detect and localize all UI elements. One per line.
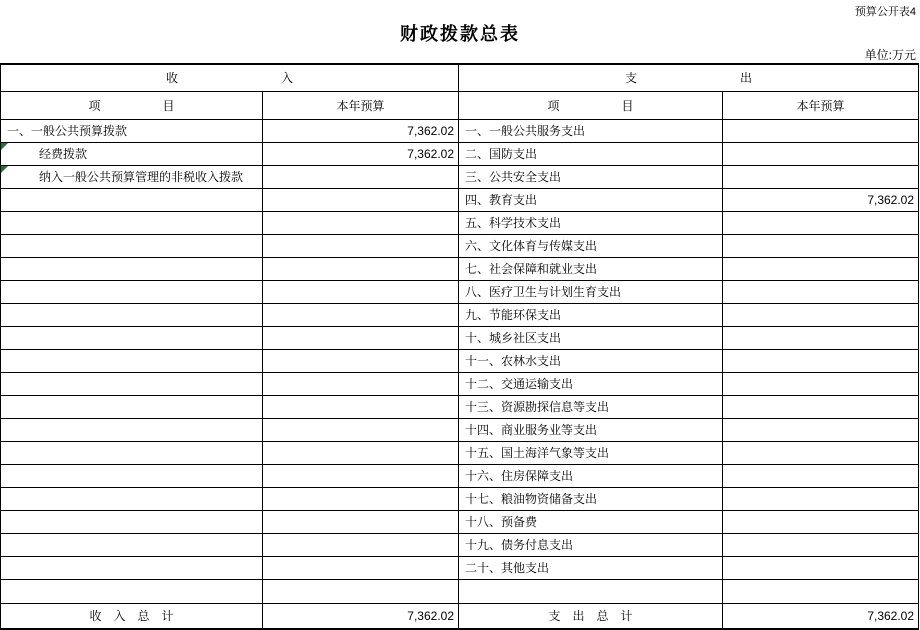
section-header-row (1, 64, 919, 91)
expense-item-cell: 十八、预备费 (459, 510, 723, 533)
income-item-cell (1, 326, 263, 349)
income-value-cell (263, 303, 459, 326)
page-title: 财政拨款总表 (400, 24, 520, 44)
table-row (1, 234, 919, 257)
income-value-cell (263, 464, 459, 487)
income-value-cell (263, 349, 459, 372)
income-section-label: 收入 (166, 71, 397, 86)
expense-section-label: 支出 (625, 71, 856, 86)
table-row (1, 303, 919, 326)
expense-item-cell: 十二、交通运输支出 (459, 372, 723, 395)
expense-item-cell: 十、城乡社区支出 (459, 326, 723, 349)
expense-value-cell (723, 441, 919, 464)
table-row (1, 119, 919, 142)
income-section-header (1, 64, 459, 91)
income-item-cell (1, 303, 263, 326)
expense-value-cell: 7,362.02 (723, 188, 919, 211)
income-value-cell (263, 280, 459, 303)
income-item-cell (1, 418, 263, 441)
income-item-cell: 一、一般公共预算拨款 (1, 119, 263, 142)
expense-item-cell: 十五、国土海洋气象等支出 (459, 441, 723, 464)
expense-item-cell: 二、国防支出 (459, 142, 723, 165)
expense-value-cell (723, 165, 919, 188)
expense-total-value-cell: 7,362.02 (723, 603, 919, 629)
income-item-cell (1, 372, 263, 395)
table-row (1, 165, 919, 188)
expense-item-column-header: 项目 (459, 91, 723, 119)
income-item-cell (1, 441, 263, 464)
table-row (1, 464, 919, 487)
expense-value-cell (723, 395, 919, 418)
income-item-cell (1, 533, 263, 556)
expense-value-cell (723, 280, 919, 303)
income-budget-column-header: 本年预算 (263, 91, 459, 119)
table-row (1, 418, 919, 441)
table-row (1, 579, 919, 603)
expense-item-cell: 六、文化体育与传媒支出 (459, 234, 723, 257)
expense-item-cell: 四、教育支出 (459, 188, 723, 211)
expense-value-cell (723, 533, 919, 556)
expense-value-cell (723, 257, 919, 280)
table-row (1, 257, 919, 280)
income-item-cell (1, 257, 263, 280)
income-item-cell (1, 556, 263, 579)
expense-value-cell (723, 464, 919, 487)
income-item-cell (1, 487, 263, 510)
income-item-cell (1, 464, 263, 487)
income-item-cell: 经费拨款 (1, 142, 263, 165)
income-item-cell (1, 234, 263, 257)
table-row (1, 556, 919, 579)
income-total-value-cell: 7,362.02 (263, 603, 459, 629)
income-value-cell (263, 188, 459, 211)
table-row (1, 533, 919, 556)
expense-item-cell: 二十、其他支出 (459, 556, 723, 579)
expense-value-cell (723, 510, 919, 533)
table-row (1, 326, 919, 349)
unit-label: 单位:万元 (864, 48, 916, 62)
income-value-cell (263, 418, 459, 441)
expense-item-cell: 九、节能环保支出 (459, 303, 723, 326)
income-value-cell (263, 257, 459, 280)
income-value-cell (263, 533, 459, 556)
table-row (1, 280, 919, 303)
income-item-cell: 纳入一般公共预算管理的非税收入拨款 (1, 165, 263, 188)
expense-value-cell (723, 487, 919, 510)
expense-total-label-cell: 支出总计 (459, 603, 723, 629)
income-value-cell (263, 395, 459, 418)
income-value-cell (263, 211, 459, 234)
income-value-cell: 7,362.02 (263, 119, 459, 142)
expense-value-cell (723, 326, 919, 349)
income-value-cell (263, 372, 459, 395)
table-row (1, 487, 919, 510)
income-item-column-header: 项目 (1, 91, 263, 119)
expense-value-cell (723, 372, 919, 395)
expense-value-cell (723, 418, 919, 441)
income-item-cell (1, 211, 263, 234)
expense-item-cell: 五、科学技术支出 (459, 211, 723, 234)
income-item-cell (1, 188, 263, 211)
income-total-label-cell: 收入总计 (1, 603, 263, 629)
expense-value-cell (723, 556, 919, 579)
income-item-cell (1, 579, 263, 603)
expense-item-cell: 七、社会保障和就业支出 (459, 257, 723, 280)
expense-budget-column-header: 本年预算 (723, 91, 919, 119)
expense-value-cell (723, 303, 919, 326)
doc-label: 预算公开表4 (854, 6, 916, 18)
table-row (1, 441, 919, 464)
expense-value-cell (723, 211, 919, 234)
table-row (1, 142, 919, 165)
income-value-cell (263, 579, 459, 603)
income-value-cell (263, 487, 459, 510)
expense-value-cell (723, 119, 919, 142)
income-value-cell: 7,362.02 (263, 142, 459, 165)
expense-value-cell (723, 349, 919, 372)
cell-error-marker-icon (1, 166, 8, 173)
income-item-cell (1, 280, 263, 303)
totals-row (1, 603, 919, 629)
income-item-cell (1, 395, 263, 418)
income-value-cell (263, 510, 459, 533)
budget-table (0, 63, 919, 630)
table-row (1, 372, 919, 395)
expense-item-cell: 十一、农林水支出 (459, 349, 723, 372)
table-row (1, 211, 919, 234)
expense-item-cell: 十三、资源勘探信息等支出 (459, 395, 723, 418)
expense-value-cell (723, 142, 919, 165)
cell-error-marker-icon (1, 143, 8, 150)
income-value-cell (263, 234, 459, 257)
income-item-cell (1, 349, 263, 372)
income-value-cell (263, 556, 459, 579)
table-row (1, 510, 919, 533)
expense-item-cell: 十六、住房保障支出 (459, 464, 723, 487)
expense-item-cell: 八、医疗卫生与计划生育支出 (459, 280, 723, 303)
table-row (1, 395, 919, 418)
table-row (1, 188, 919, 211)
income-value-cell (263, 441, 459, 464)
expense-item-cell: 一、一般公共服务支出 (459, 119, 723, 142)
income-item-cell (1, 510, 263, 533)
table-row (1, 349, 919, 372)
expense-item-cell: 十四、商业服务业等支出 (459, 418, 723, 441)
expense-item-cell: 十七、粮油物资储备支出 (459, 487, 723, 510)
column-header-row (1, 91, 919, 119)
expense-item-cell (459, 579, 723, 603)
expense-value-cell (723, 234, 919, 257)
income-value-cell (263, 326, 459, 349)
expense-item-cell: 十九、债务付息支出 (459, 533, 723, 556)
expense-value-cell (723, 579, 919, 603)
expense-item-cell: 三、公共安全支出 (459, 165, 723, 188)
income-value-cell (263, 165, 459, 188)
expense-section-header (459, 64, 919, 91)
